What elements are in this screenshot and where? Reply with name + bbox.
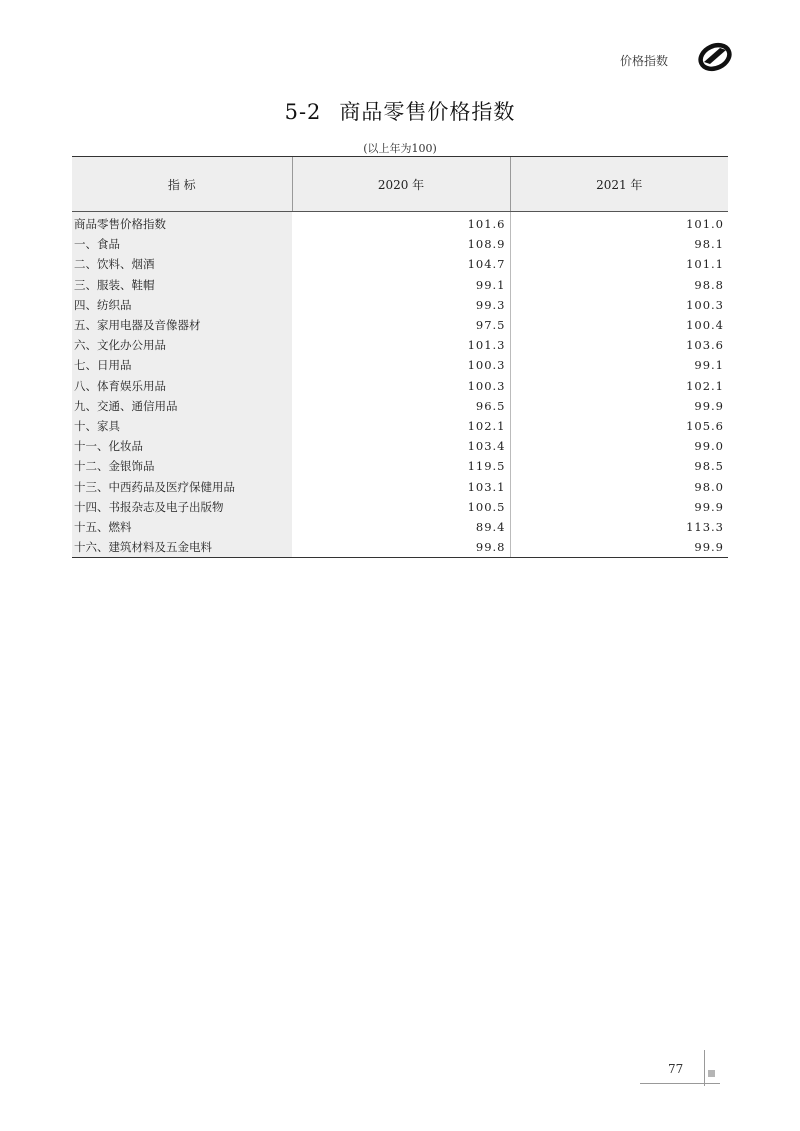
table-row [72,497,728,517]
row-value-2020: 104.7 [467,257,506,272]
row-value-2021: 113.3 [510,517,728,537]
table-row [72,315,728,335]
statistics-logo-icon [698,42,732,72]
row-value-2021: 98.8 [510,275,728,295]
table-subtitle: (以上年为100) [363,142,437,155]
row-value-2021: 98.5 [510,456,728,476]
column-header-2021: 2021 年 [510,157,728,212]
row-value-2020: 100.3 [467,358,506,373]
page-title [0,96,800,126]
row-indicator-name: 十五、燃料 [72,517,292,537]
row-indicator-name: 商品零售价格指数 [72,212,292,235]
table-row [72,517,728,537]
row-value-2021: 99.9 [510,497,728,517]
row-value-2021: 101.1 [510,254,728,274]
row-value-2021: 99.9 [510,396,728,416]
row-value-2020: 100.5 [467,499,506,514]
row-indicator-name: 十三、中西药品及医疗保健用品 [72,476,292,496]
table-row [72,212,728,235]
row-value-2020: 102.1 [467,418,506,433]
column-header-indicator: 指 标 [72,157,292,212]
table-row [72,275,728,295]
table-row [72,355,728,375]
row-indicator-name: 十六、建筑材料及五金电料 [72,537,292,558]
table-row [72,476,728,496]
row-indicator-name: 四、纺织品 [72,295,292,315]
row-indicator-name: 一、食品 [72,234,292,254]
column-header-2020: 2020 年 [292,157,510,212]
row-value-2021: 101.0 [510,212,728,235]
table-title: 商品零售价格指数 [339,100,516,124]
row-value-2020: 101.6 [467,217,506,232]
table-row [72,295,728,315]
table-row [72,436,728,456]
table-row [72,234,728,254]
table-row [72,537,728,558]
section-label: 价格指数 [620,54,669,68]
row-value-2020: 97.5 [475,318,506,333]
row-indicator-name: 十、家具 [72,416,292,436]
row-value-2020: 103.4 [467,439,506,454]
table-row [72,456,728,476]
row-value-2021: 105.6 [510,416,728,436]
row-value-2020: 100.3 [467,378,506,393]
row-indicator-name: 十一、化妆品 [72,436,292,456]
row-value-2021: 99.1 [510,355,728,375]
table-header [72,157,728,212]
row-indicator-name: 十四、书报杂志及电子出版物 [72,497,292,517]
table-number: 5-2 [284,100,322,124]
row-value-2021: 100.3 [510,295,728,315]
row-indicator-name: 二、饮料、烟酒 [72,254,292,274]
table-row [72,396,728,416]
row-value-2020: 101.3 [467,338,506,353]
row-value-2021: 99.0 [510,436,728,456]
row-indicator-name: 五、家用电器及音像器材 [72,315,292,335]
table-row [72,376,728,396]
row-value-2021: 103.6 [510,335,728,355]
row-value-2020: 108.9 [467,237,506,252]
row-value-2020: 99.3 [475,297,506,312]
row-indicator-name: 九、交通、通信用品 [72,396,292,416]
row-value-2020: 119.5 [467,459,506,474]
row-value-2020: 89.4 [475,519,506,534]
row-value-2020: 99.1 [475,277,506,292]
row-indicator-name: 六、文化办公用品 [72,335,292,355]
header-row [72,157,728,212]
table-row [72,335,728,355]
row-value-2021: 99.9 [510,537,728,558]
footer-square-mark [708,1070,715,1077]
price-index-table [72,156,728,558]
footer-divider-horizontal [640,1083,720,1084]
table-body [72,212,728,558]
row-indicator-name: 七、日用品 [72,355,292,375]
row-value-2021: 102.1 [510,376,728,396]
row-indicator-name: 八、体育娱乐用品 [72,376,292,396]
page-number: 77 [668,1062,684,1076]
row-indicator-name: 三、服装、鞋帽 [72,275,292,295]
row-value-2021: 100.4 [510,315,728,335]
footer-divider-vertical [704,1050,705,1086]
row-value-2020: 99.8 [292,537,510,558]
row-value-2021: 98.1 [510,234,728,254]
row-value-2020: 103.1 [467,479,506,494]
price-index-table-container [72,156,728,558]
row-indicator-name: 十二、金银饰品 [72,456,292,476]
row-value-2020: 96.5 [475,398,506,413]
row-value-2021: 98.0 [510,476,728,496]
table-row [72,416,728,436]
table-row [72,254,728,274]
